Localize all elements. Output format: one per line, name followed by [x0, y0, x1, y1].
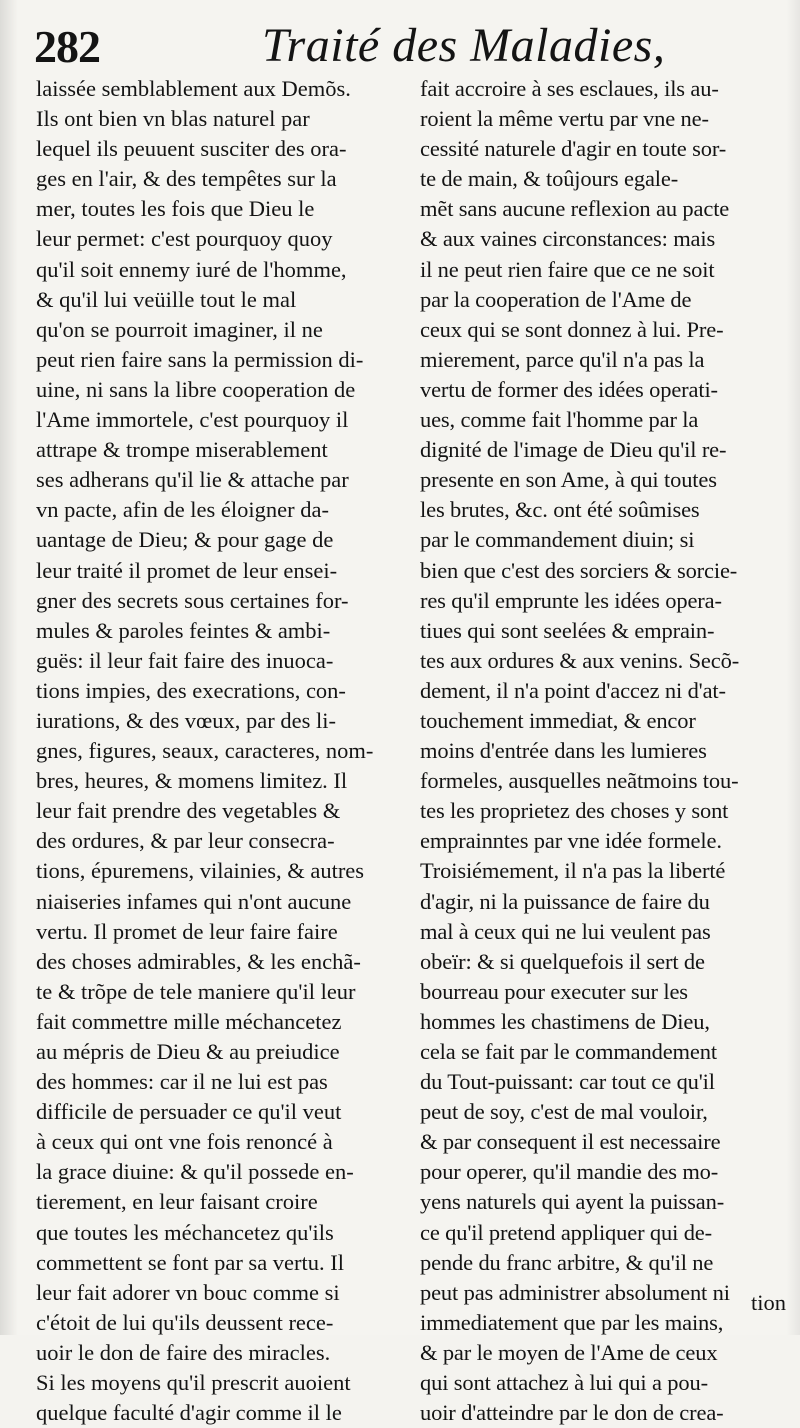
right-text-column	[420, 74, 790, 1428]
text-line: touchement immediat, & encor	[420, 707, 696, 733]
text-line: Si les moyens qu'il prescrit auoient	[36, 1370, 351, 1396]
text-line: vertu de former des idées operati-	[420, 376, 718, 402]
text-line: tes les proprietez des choses y sont	[420, 798, 729, 824]
running-title: Traité des Maladies,	[262, 19, 666, 72]
text-line: d'agir, ni la puissance de faire du	[420, 888, 710, 914]
text-line: difficile de persuader ce qu'il veut	[36, 1099, 342, 1125]
text-line: des ordures, & par leur consecra-	[36, 828, 335, 854]
text-line: cela se fait par le commandement	[420, 1039, 717, 1064]
text-line: leur fait prendre des vegetables &	[36, 798, 341, 824]
text-line: bourreau pour executer sur les	[420, 978, 688, 1004]
text-line: mal à ceux qui ne lui veulent pas	[420, 918, 711, 944]
text-line: niaiseries infames qui n'ont aucune	[36, 888, 352, 914]
text-line: du Tout-puissant: car tout ce qu'il	[420, 1069, 715, 1095]
text-line: commettent se font par sa vertu. Il	[36, 1249, 345, 1275]
text-line: il ne peut rien faire que ce ne soit	[420, 256, 715, 282]
text-line: emprainntes par vne idée formele.	[420, 828, 722, 854]
text-line: des hommes: car il ne lui est pas	[36, 1069, 328, 1095]
text-line: par la cooperation de l'Ame de	[420, 286, 692, 312]
text-line: res qu'il emprunte les idées opera-	[420, 587, 722, 613]
text-line: peut rien faire sans la permission di-	[36, 346, 364, 372]
page-header	[34, 14, 794, 78]
text-line: pour operer, qu'il mandie des mo-	[420, 1159, 719, 1185]
text-line: ses adherans qu'il lie & attache par	[36, 467, 349, 493]
text-line: que toutes les méchancetez qu'ils	[36, 1219, 334, 1245]
text-line: qu'on se pourroit imaginer, il ne	[36, 316, 323, 342]
text-line: mierement, parce qu'il n'a pas la	[420, 346, 705, 372]
left-text-column	[36, 74, 402, 1428]
text-line: tions impies, des execrations, con-	[36, 677, 346, 703]
text-line: uine, ni sans la libre cooperation de	[36, 376, 356, 402]
text-line: qui sont attachez à lui qui a pou-	[420, 1370, 708, 1396]
text-line: presente en son Ame, à qui toutes	[420, 467, 717, 493]
text-line: l'Ame immortele, c'est pourquoy il	[36, 407, 349, 433]
text-line: moins d'entrée dans les lumieres	[420, 738, 707, 764]
text-line: iurations, & des vœux, par des li-	[36, 707, 336, 733]
text-line: c'étoit de lui qu'ils deussent rece-	[36, 1309, 334, 1335]
text-line: bres, heures, & momens limitez. Il	[36, 768, 348, 794]
text-line: mer, toutes les fois que Dieu le	[36, 196, 315, 222]
text-line: fait accroire à ses esclaues, ils au-	[420, 76, 719, 101]
text-line: dignité de l'image de Dieu qu'il re-	[420, 437, 727, 463]
text-line: leur traité il promet de leur ensei-	[36, 557, 338, 583]
text-line: leur permet: c'est pourquoy quoy	[36, 226, 333, 252]
text-line: ceux qui se sont donnez à lui. Pre-	[420, 316, 724, 342]
text-line: ues, comme fait l'homme par la	[420, 407, 699, 433]
text-line: guës: il leur fait faire des inuoca-	[36, 647, 334, 673]
text-line: bien que c'est des sorciers & sorcie-	[420, 557, 738, 583]
text-line: la grace diuine: & qu'il possede en-	[36, 1159, 354, 1185]
text-line: à ceux qui ont vne fois renoncé à	[36, 1129, 333, 1155]
text-line: & aux vaines circonstances: mais	[420, 226, 716, 252]
catchword: tion	[750, 1290, 786, 1315]
text-line: uantage de Dieu; & pour gage de	[36, 527, 334, 553]
text-line: te & trõpe de tele maniere qu'il leur	[36, 978, 356, 1004]
text-line: Troisiémement, il n'a pas la liberté	[420, 858, 726, 884]
text-line: au mépris de Dieu & au preiudice	[36, 1039, 340, 1064]
text-line: tierement, en leur faisant croire	[36, 1189, 318, 1215]
text-line: tes aux ordures & aux venins. Secõ-	[420, 647, 740, 673]
text-line: gner des secrets sous certaines for-	[36, 587, 349, 613]
text-line: immediatement que par les mains,	[420, 1309, 724, 1335]
text-line: fait commettre mille méchancetez	[36, 1008, 342, 1034]
text-line: cessité naturele d'agir en toute sor-	[420, 136, 727, 162]
text-line: leur fait adorer vn bouc comme si	[36, 1279, 340, 1305]
text-line: obeïr: & si quelquefois il sert de	[420, 948, 705, 974]
text-line: attrape & trompe miserablement	[36, 437, 328, 463]
text-line: dement, il n'a point d'accez ni d'at-	[420, 677, 726, 703]
text-line: hommes les chastimens de Dieu,	[420, 1008, 710, 1034]
text-line: laissée semblablement aux Demõs.	[36, 76, 351, 101]
text-line: uoir le don de faire des miracles.	[36, 1339, 331, 1365]
text-line: tions, épuremens, vilainies, & autres	[36, 858, 365, 884]
text-line: yens naturels qui ayent la puissan-	[420, 1189, 725, 1215]
text-line: vertu. Il promet de leur faire faire	[36, 918, 338, 944]
text-line: Ils ont bien vn blas naturel par	[36, 106, 310, 132]
text-line: lequel ils peuuent susciter des ora-	[36, 136, 347, 162]
text-line: & qu'il lui veüille tout le mal	[36, 286, 297, 312]
text-line: mẽt sans aucune reflexion au pacte	[420, 196, 730, 222]
text-line: vn pacte, afin de les éloigner da-	[36, 497, 329, 523]
text-line: les brutes, &c. ont été soûmises	[420, 497, 700, 523]
text-line: te de main, & toûjours egale-	[420, 166, 679, 192]
text-line: & par le moyen de l'Ame de ceux	[420, 1339, 718, 1365]
text-line: par le commandement diuin; si	[420, 527, 695, 553]
text-line: des choses admirables, & les enchã-	[36, 948, 361, 974]
text-line: uoir d'atteindre par le don de crea-	[420, 1400, 724, 1426]
text-line: & par consequent il est necessaire	[420, 1129, 721, 1155]
text-line: ce qu'il pretend appliquer qui de-	[420, 1219, 712, 1245]
text-line: pende du franc arbitre, & qu'il ne	[420, 1249, 714, 1275]
text-line: peut pas administrer absolument ni	[420, 1279, 730, 1305]
text-line: ges en l'air, & des tempêtes sur la	[36, 166, 337, 192]
text-line: tiues qui sont seelées & emprain-	[420, 617, 715, 643]
text-line: quelque faculté d'agir comme il le	[36, 1400, 342, 1426]
text-line: qu'il soit ennemy iuré de l'homme,	[36, 256, 347, 282]
text-line: mules & paroles feintes & ambi-	[36, 617, 331, 643]
page-number: 282	[34, 21, 100, 72]
text-line: formeles, ausquelles neãtmoins tou-	[420, 768, 739, 794]
text-line: roient la même vertu par vne ne-	[420, 106, 709, 132]
text-line: peut de soy, c'est de mal vouloir,	[420, 1099, 708, 1125]
text-line: gnes, figures, seaux, caracteres, nom-	[36, 738, 374, 764]
